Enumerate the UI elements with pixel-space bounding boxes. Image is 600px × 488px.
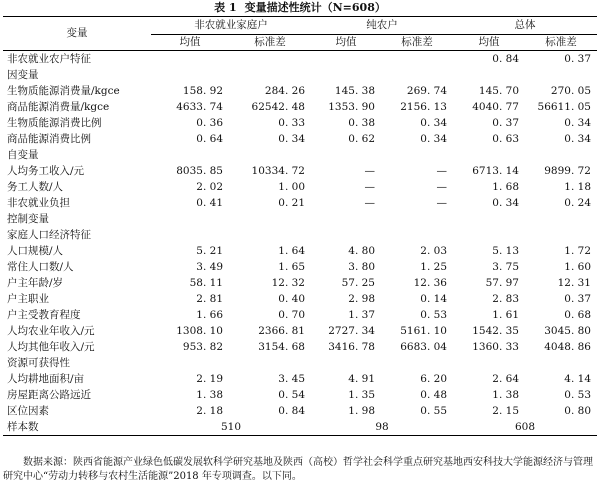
total-sd-cell: 1. 18 xyxy=(564,181,591,193)
total-sd-cell: 0. 24 xyxy=(564,197,591,209)
pure-farm-mean-cell: 0. 62 xyxy=(348,133,375,145)
variable-name: 常住人口数/人 xyxy=(7,261,74,273)
sample-size-pure-farm: 98 xyxy=(311,419,453,436)
pure-farm-mean-cell: 1. 35 xyxy=(348,389,375,401)
pure-farm-mean-cell: 2. 98 xyxy=(348,293,375,305)
nonfarm-mean-cell: 2. 02 xyxy=(196,181,223,193)
sample-size-nonfarm: 510 xyxy=(151,419,311,436)
variable-name: 人均农业年收入/元 xyxy=(7,325,95,337)
variable-name: 商品能源消费比例 xyxy=(7,133,91,145)
total-mean-cell: 0. 34 xyxy=(492,197,519,209)
category-row xyxy=(3,211,597,227)
header-mean: 均值 xyxy=(311,35,381,51)
variable-name: 人均务工收入/元 xyxy=(7,165,85,177)
total-mean-cell: 1. 38 xyxy=(492,389,519,401)
header-mean: 均值 xyxy=(151,35,229,51)
category-label: 因变量 xyxy=(7,69,39,81)
nonfarm-mean-cell: 953. 82 xyxy=(182,341,223,353)
total-sd-cell: 4048. 86 xyxy=(544,341,591,353)
nonfarm-mean-cell: 4633. 74 xyxy=(176,101,223,113)
category-row xyxy=(3,67,597,83)
table-row xyxy=(3,259,597,275)
total-sd-cell: 0. 34 xyxy=(564,117,591,129)
nonfarm-sd-cell: 0. 40 xyxy=(278,293,305,305)
variable-name: 户主职业 xyxy=(7,293,49,305)
pure-farm-sd-cell: 269. 74 xyxy=(406,85,447,97)
nonfarm-sd-cell: 0. 21 xyxy=(278,197,305,209)
table-row xyxy=(3,243,597,259)
total-sd-cell: 270. 05 xyxy=(550,85,591,97)
total-mean-cell: 0. 37 xyxy=(492,117,519,129)
variable-name: 生物质能源消费量/kgce xyxy=(7,85,120,97)
nonfarm-sd-cell: 0. 34 xyxy=(278,133,305,145)
table-row xyxy=(3,323,597,339)
total-sd-cell: 3045. 80 xyxy=(544,325,591,337)
table-title xyxy=(0,1,600,14)
header-sd: 标准差 xyxy=(525,35,597,51)
nonfarm-sd-cell: 1. 00 xyxy=(278,181,305,193)
pure-farm-mean-cell: 0. 38 xyxy=(348,117,375,129)
pure-farm-sd-cell: 5161. 10 xyxy=(400,325,447,337)
table-row xyxy=(3,291,597,307)
pure-farm-mean-cell: 3416. 78 xyxy=(328,341,375,353)
pure-farm-sd-cell: 12. 36 xyxy=(413,277,447,289)
total-mean-cell: 2. 15 xyxy=(492,405,519,417)
table-row xyxy=(3,163,597,179)
table-row xyxy=(3,99,597,115)
total-sd-cell: 0. 53 xyxy=(564,389,591,401)
table-row xyxy=(3,115,597,131)
header-mean: 均值 xyxy=(453,35,525,51)
table-row xyxy=(3,275,597,291)
table-row xyxy=(3,387,597,403)
variable-name: 人均其他年收入/元 xyxy=(7,341,95,353)
pure-farm-mean-cell: 4. 80 xyxy=(348,245,375,257)
total-sd-cell: 12. 31 xyxy=(557,277,591,289)
pure-farm-mean-cell: 2727. 34 xyxy=(328,325,375,337)
variable-name: 区位因素 xyxy=(7,405,49,417)
category-row xyxy=(3,227,597,243)
pure-farm-sd-cell: — xyxy=(436,197,447,209)
pure-farm-sd-cell: 6. 20 xyxy=(420,373,447,385)
table-row xyxy=(3,131,597,147)
descriptive-statistics-table xyxy=(3,16,597,436)
nonfarm-mean-cell: 2. 81 xyxy=(196,293,223,305)
nonfarm-mean-cell: 8035. 85 xyxy=(176,165,223,177)
total-mean-cell: 1. 68 xyxy=(492,181,519,193)
pure-farm-mean-cell: 1353. 90 xyxy=(328,101,375,113)
nonfarm-sd-cell: 0. 84 xyxy=(278,405,305,417)
variable-name: 生物质能源消费比例 xyxy=(7,117,102,129)
variable-name: 房屋距离公路远近 xyxy=(7,389,91,401)
table-row xyxy=(3,403,597,419)
total-mean-cell: 0. 63 xyxy=(492,133,519,145)
nonfarm-mean-cell: 0. 64 xyxy=(196,133,223,145)
nonfarm-sd-cell: 3154. 68 xyxy=(258,341,305,353)
total-sd-cell: 56611. 05 xyxy=(537,101,591,113)
category-label: 资源可获得性 xyxy=(7,357,70,369)
nonfarm-sd-cell: 0. 70 xyxy=(278,309,305,321)
table-row xyxy=(3,83,597,99)
nonfarm-sd-cell: 0. 54 xyxy=(278,389,305,401)
category-label: 控制变量 xyxy=(7,213,49,225)
nonfarm-mean-cell: 1. 38 xyxy=(196,389,223,401)
sample-size-row xyxy=(3,419,597,436)
pure-farm-sd-cell: 0. 34 xyxy=(420,117,447,129)
pure-farm-sd-cell: — xyxy=(436,165,447,177)
nonfarm-mean-cell: 58. 11 xyxy=(189,277,223,289)
category-label: 自变量 xyxy=(7,149,39,161)
category-row xyxy=(3,355,597,371)
pure-farm-mean-cell xyxy=(311,51,381,68)
table-row xyxy=(3,339,597,355)
category-row xyxy=(3,147,597,163)
nonfarm-sd-cell: 62542. 48 xyxy=(251,101,305,113)
nonfarm-mean-cell: 1308. 10 xyxy=(176,325,223,337)
header-row-groups xyxy=(3,17,597,35)
nonfarm-mean-cell: 1. 66 xyxy=(196,309,223,321)
nonfarm-sd-cell: 284. 26 xyxy=(264,85,305,97)
variable-name: 户主受教育程度 xyxy=(7,309,81,321)
nonfarm-sd-cell xyxy=(229,51,311,68)
pure-farm-sd-cell xyxy=(381,51,453,68)
header-sd: 标准差 xyxy=(381,35,453,51)
total-mean-cell: 4040. 77 xyxy=(472,101,519,113)
variable-name: 人口规模/人 xyxy=(7,245,64,257)
nonfarm-mean-cell: 5. 21 xyxy=(196,245,223,257)
nonfarm-mean-cell: 0. 36 xyxy=(196,117,223,129)
pure-farm-sd-cell: — xyxy=(436,181,447,193)
sample-size-total: 608 xyxy=(453,419,597,436)
header-variable: 变量 xyxy=(3,17,151,51)
table-row xyxy=(3,51,597,68)
nonfarm-mean-cell: 2. 18 xyxy=(196,405,223,417)
variable-name: 户主年龄/岁 xyxy=(7,277,64,289)
total-sd-cell: 0. 80 xyxy=(564,405,591,417)
pure-farm-sd-cell: 0. 14 xyxy=(420,293,447,305)
total-mean-cell: 0. 84 xyxy=(492,53,519,65)
pure-farm-mean-cell: 1. 98 xyxy=(348,405,375,417)
nonfarm-sd-cell: 1. 65 xyxy=(278,261,305,273)
pure-farm-mean-cell: 4. 91 xyxy=(348,373,375,385)
header-sd: 标准差 xyxy=(229,35,311,51)
total-mean-cell: 3. 75 xyxy=(492,261,519,273)
total-mean-cell: 1360. 33 xyxy=(472,341,519,353)
total-sd-cell: 1. 72 xyxy=(564,245,591,257)
total-sd-cell: 4. 14 xyxy=(564,373,591,385)
pure-farm-sd-cell: 2156. 13 xyxy=(400,101,447,113)
variable-name: 务工人数/人 xyxy=(7,181,64,193)
total-mean-cell: 1542. 35 xyxy=(472,325,519,337)
pure-farm-sd-cell: 2. 03 xyxy=(420,245,447,257)
pure-farm-sd-cell: 0. 48 xyxy=(420,389,447,401)
pure-farm-sd-cell: 0. 34 xyxy=(420,133,447,145)
total-sd-cell: 1. 60 xyxy=(564,261,591,273)
total-mean-cell: 2. 64 xyxy=(492,373,519,385)
table-row xyxy=(3,371,597,387)
pure-farm-mean-cell: — xyxy=(364,181,375,193)
nonfarm-mean-cell xyxy=(151,51,229,68)
variable-name: 人均耕地面积/亩 xyxy=(7,373,85,385)
total-sd-cell: 0. 68 xyxy=(564,309,591,321)
pure-farm-sd-cell: 1. 25 xyxy=(420,261,447,273)
data-source-note: 数据来源：陕西省能源产业绿色低碳发展软科学研究基地及陕西（高校）哲学社会科学重点研究基地西安科技大学能源经济与管理研究中心“劳动力转移与农村生活能源”2018 年专项调查。以下同。 xyxy=(3,457,593,482)
sample-size-label: 样本数 xyxy=(3,419,151,436)
table-title-text: 变量描述性统计 xyxy=(244,1,322,14)
pure-farm-mean-cell: 57. 25 xyxy=(341,277,375,289)
table-row xyxy=(3,307,597,323)
pure-farm-sd-cell: 0. 55 xyxy=(420,405,447,417)
pure-farm-mean-cell: 1. 37 xyxy=(348,309,375,321)
total-sd-cell: 9899. 72 xyxy=(544,165,591,177)
pure-farm-mean-cell: 145. 38 xyxy=(334,85,375,97)
table-sample-size: （N=608） xyxy=(321,1,386,14)
nonfarm-mean-cell: 0. 41 xyxy=(196,197,223,209)
table-row xyxy=(3,195,597,211)
pure-farm-mean-cell: — xyxy=(364,165,375,177)
nonfarm-sd-cell: 0. 33 xyxy=(278,117,305,129)
variable-name: 商品能源消费量/kgce xyxy=(7,101,110,113)
pure-farm-mean-cell: — xyxy=(364,197,375,209)
total-mean-cell: 1. 61 xyxy=(492,309,519,321)
pure-farm-mean-cell: 3. 80 xyxy=(348,261,375,273)
total-sd-cell: 0. 37 xyxy=(564,293,591,305)
total-mean-cell: 145. 70 xyxy=(478,85,519,97)
table-row xyxy=(3,179,597,195)
total-sd-cell: 0. 34 xyxy=(564,133,591,145)
total-mean-cell: 6713. 14 xyxy=(472,165,519,177)
nonfarm-mean-cell: 3. 49 xyxy=(196,261,223,273)
nonfarm-sd-cell: 12. 32 xyxy=(271,277,305,289)
header-group-total: 总体 xyxy=(453,17,597,35)
table-number: 表 1 xyxy=(214,1,237,14)
header-group-nonfarm: 非农就业家庭户 xyxy=(151,17,311,35)
total-mean-cell: 2. 83 xyxy=(492,293,519,305)
nonfarm-sd-cell: 1. 64 xyxy=(278,245,305,257)
header-group-pure-farm: 纯农户 xyxy=(311,17,453,35)
total-mean-cell: 57. 97 xyxy=(485,277,519,289)
variable-name: 非农就业负担 xyxy=(7,197,70,209)
nonfarm-sd-cell: 3. 45 xyxy=(278,373,305,385)
nonfarm-mean-cell: 158. 92 xyxy=(182,85,223,97)
nonfarm-sd-cell: 10334. 72 xyxy=(251,165,305,177)
pure-farm-sd-cell: 0. 53 xyxy=(420,309,447,321)
nonfarm-sd-cell: 2366. 81 xyxy=(258,325,305,337)
nonfarm-mean-cell: 2. 19 xyxy=(196,373,223,385)
total-mean-cell: 5. 13 xyxy=(492,245,519,257)
total-sd-cell: 0. 37 xyxy=(564,53,591,65)
category-label: 家庭人口经济特征 xyxy=(7,229,91,241)
pure-farm-sd-cell: 6683. 04 xyxy=(400,341,447,353)
variable-name: 非农就业农户特征 xyxy=(7,53,91,65)
